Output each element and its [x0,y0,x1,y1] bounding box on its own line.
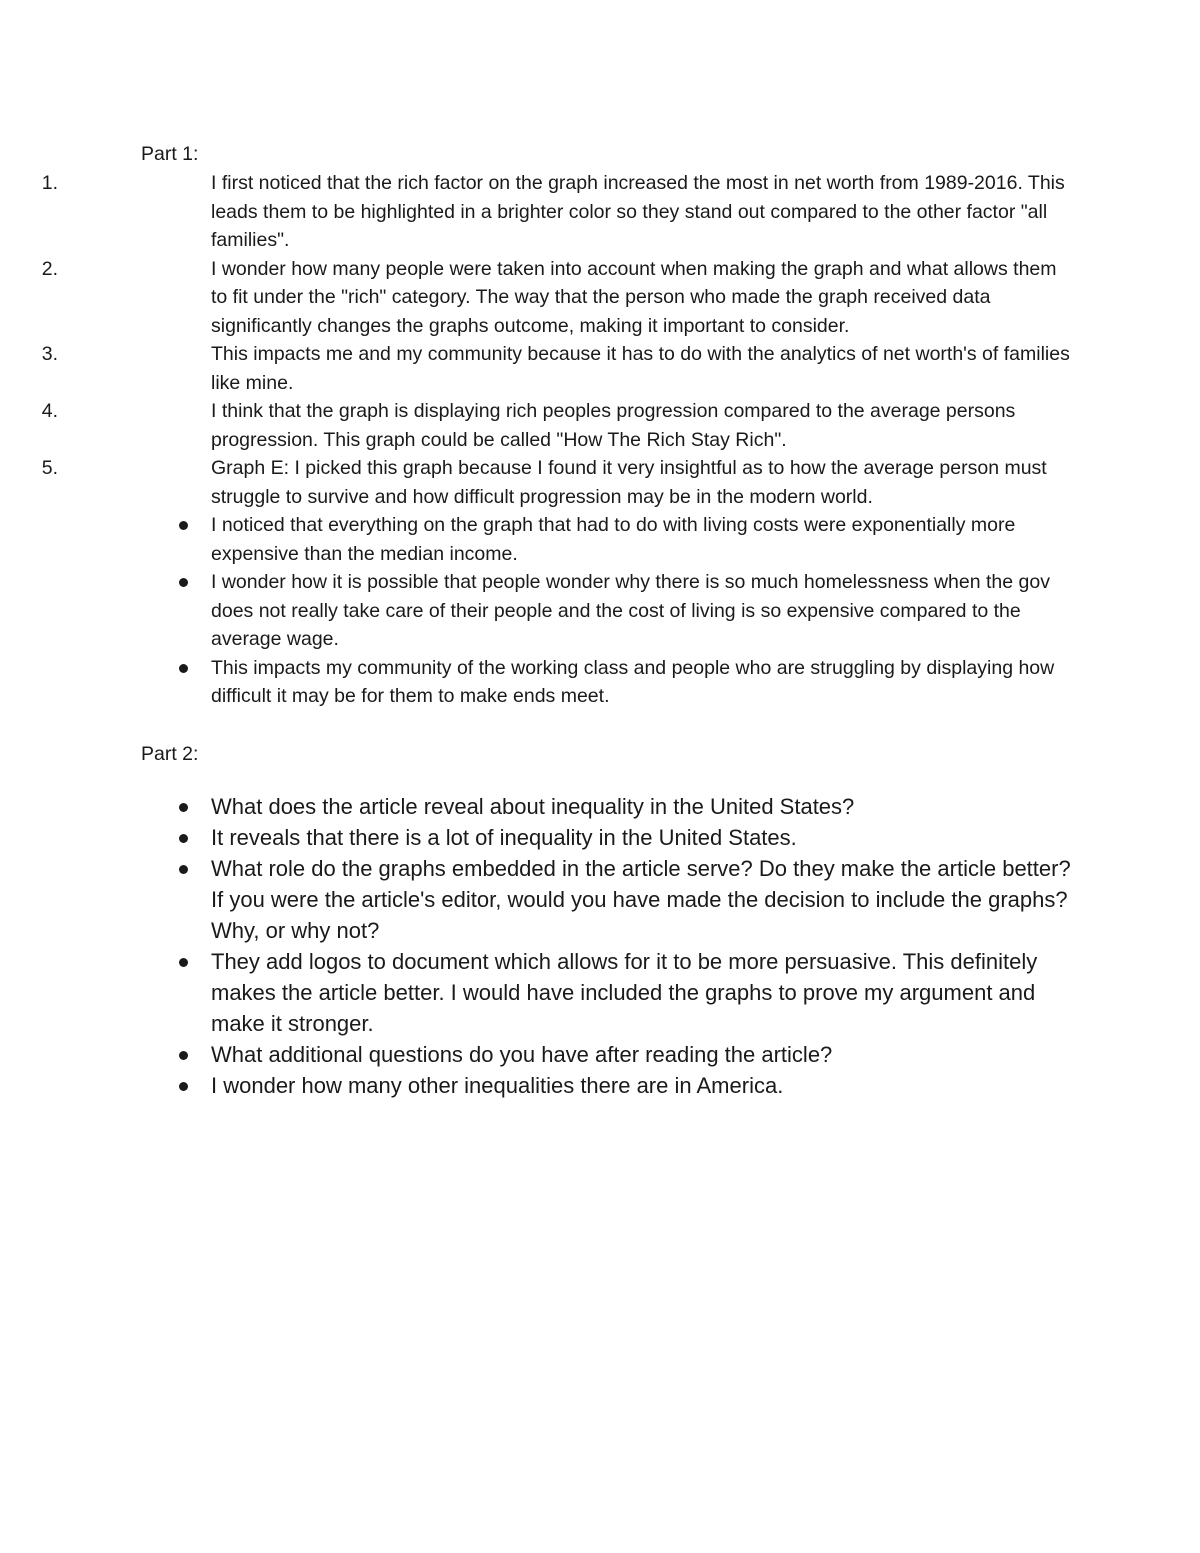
list-item-text: Graph E: I picked this graph because I found it very insightful as to how the average person must struggle to survive and how difficult progression may be in the modern world. [211,457,1047,508]
list-item [0,169,1071,255]
list-item-text: I noticed that everything on the graph that had to do with living costs were exponentially more expensive than the median income. [211,514,1016,565]
list-item-text: What additional questions do you have after reading the article? [211,1042,833,1067]
list-item [0,853,1071,946]
list-item-text: I wonder how many people were taken into account when making the graph and what allows them to fit under the "rich" category. The way that the person who made the graph received data significantly changes the graphs outcome, making it important to consider. [211,257,1057,337]
list-number: 3. [41,343,58,365]
bullet-icon [179,803,188,812]
part1-numbered-list [0,169,1200,711]
part2-bullet-list [0,791,1200,1101]
list-item-text: They add logos to document which allows for it to be more persuasive. This definitely makes the article better. I would have included the graphs to prove my argument and make it stronger. [211,949,1038,1036]
bullet-icon [179,578,188,587]
list-item [0,791,1071,822]
bullet-icon [179,664,188,673]
list-item-text: I wonder how many other inequalities there are in America. [211,1073,784,1098]
bullet-icon [179,1082,188,1091]
bullet-icon [179,521,188,530]
list-item [0,1070,1071,1101]
list-item-text: It reveals that there is a lot of inequality in the United States. [211,825,797,850]
part2-heading: Part 2: [141,743,199,765]
list-number: 5. [41,457,58,479]
list-item-text: I think that the graph is displaying rich peoples progression compared to the average persons progression. This graph could be called "How The Rich Stay Rich". [211,400,1016,451]
list-item [0,568,1071,654]
list-item [0,946,1071,1039]
bullet-icon [179,865,188,874]
list-item [0,654,1071,711]
list-item [0,397,1071,454]
list-item [0,1039,1071,1070]
list-number: 4. [41,400,58,422]
list-item [0,340,1071,397]
list-item-text: I first noticed that the rich factor on the graph increased the most in net worth from 1989-2016. This leads them to be highlighted in a brighter color so they stand out compared to the other factor "all families". [211,172,1065,251]
list-item [0,822,1071,853]
part1-heading: Part 1: [141,143,199,165]
list-number: 1. [41,172,58,194]
list-item [0,454,1071,511]
bullet-icon [179,1051,188,1060]
list-item-text: What role do the graphs embedded in the article serve? Do they make the article better? If you were the article's editor, would you have made the decision to include the graphs? Why, or why not? [211,856,1071,943]
bullet-icon [179,834,188,843]
list-item-text: This impacts my community of the working class and people who are struggling by displaying how difficult it may be for them to make ends meet. [211,656,1055,707]
list-number: 2. [41,257,58,280]
bullet-icon [179,958,188,967]
list-item-text: What does the article reveal about inequality in the United States? [211,794,855,819]
list-item-text: This impacts me and my community because it has to do with the analytics of net worth's of families like mine. [211,343,1070,394]
list-item [0,255,1071,341]
list-item [0,511,1071,568]
list-item-text: I wonder how it is possible that people wonder why there is so much homelessness when the gov does not really take care of their people and the cost of living is so expensive compared to the average wage. [211,571,1050,650]
